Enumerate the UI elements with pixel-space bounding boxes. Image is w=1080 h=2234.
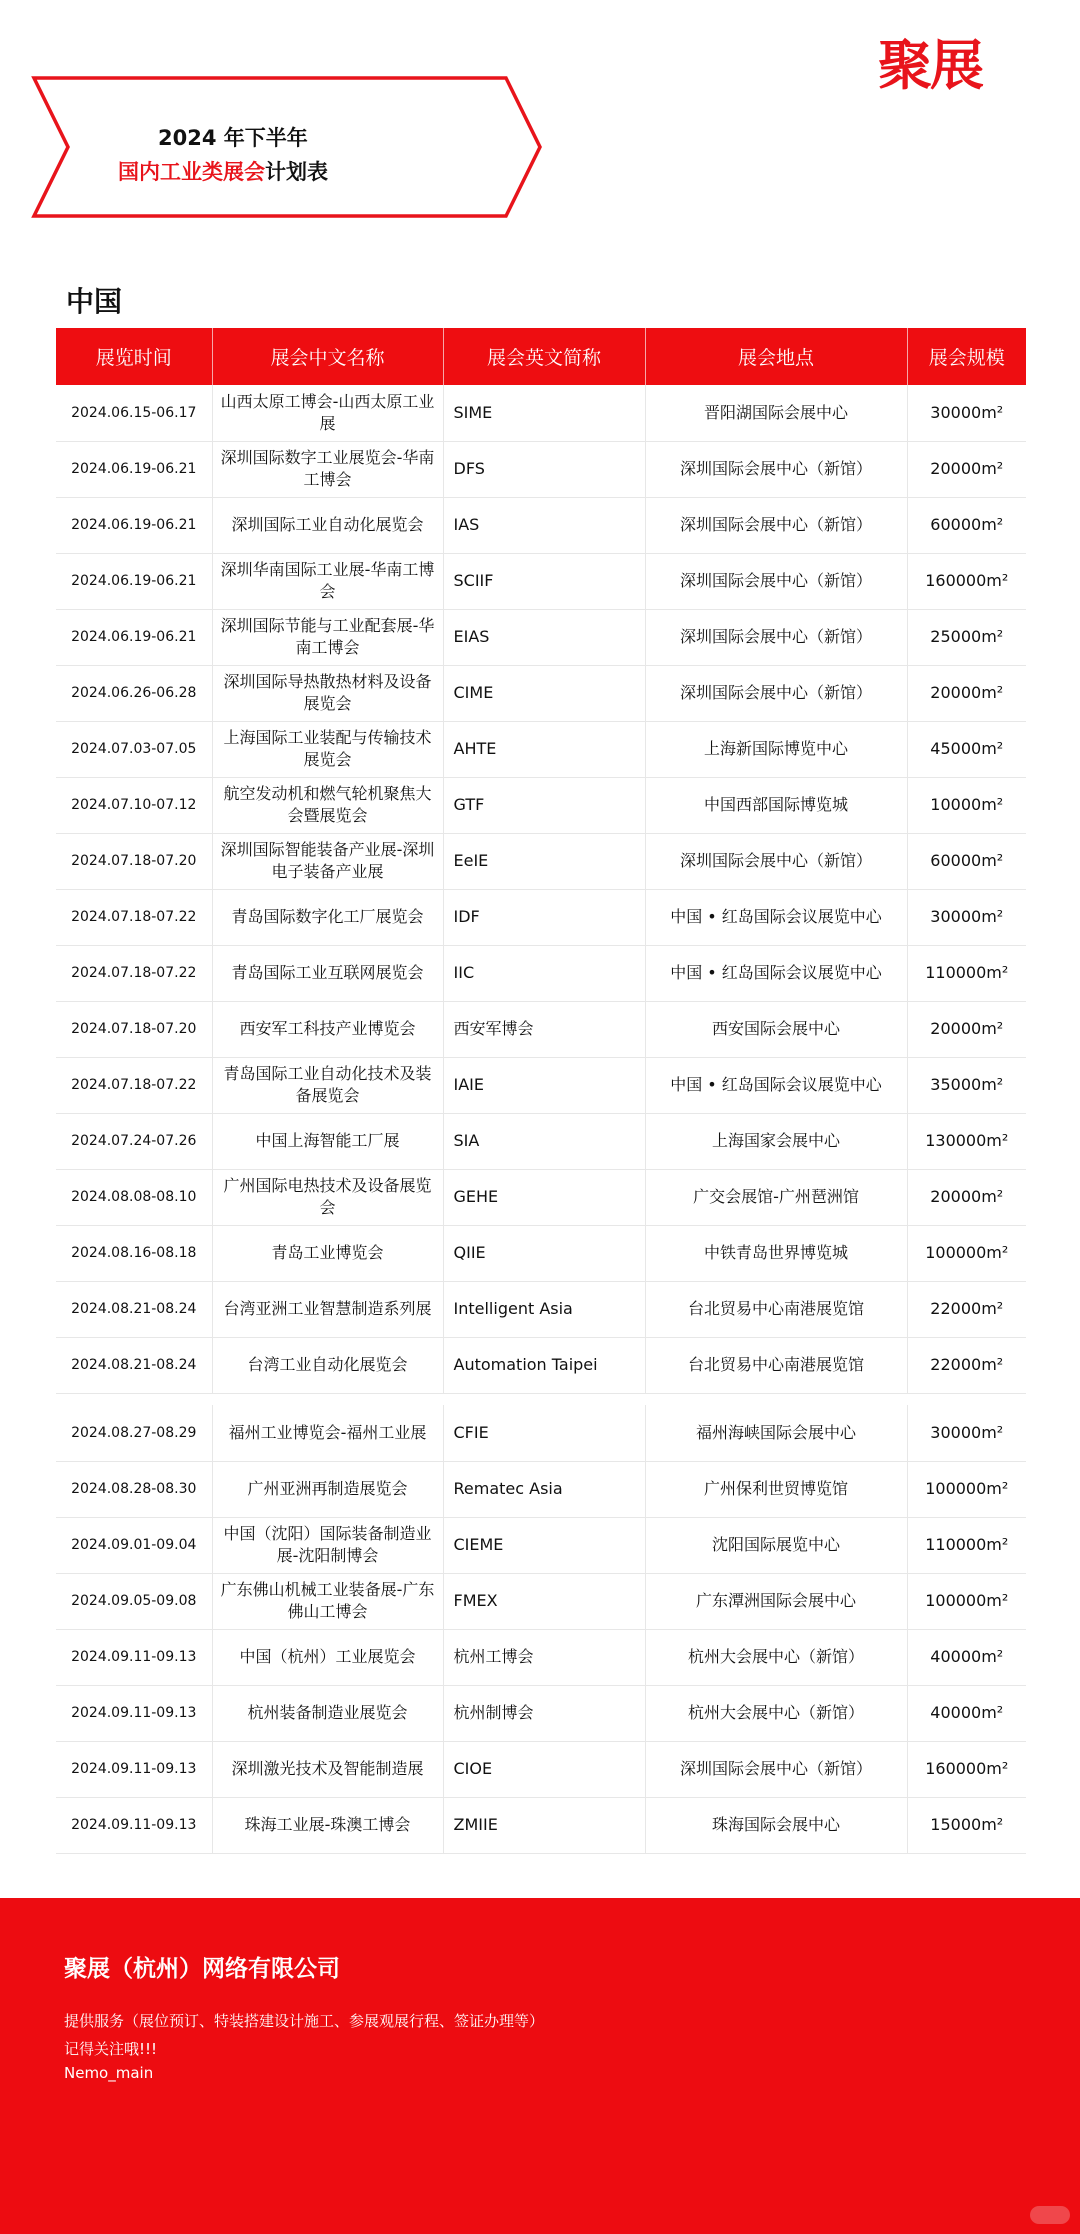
row-venue: 广东潭洲国际会展中心: [645, 1573, 907, 1629]
row-date: 2024.09.11-09.13: [56, 1685, 212, 1741]
row-size: 20000m²: [907, 665, 1026, 721]
row-size: 20000m²: [907, 1001, 1026, 1057]
row-cn-name: 珠海工业展-珠澳工博会: [212, 1797, 443, 1853]
banner-subtitle: [118, 156, 328, 186]
footer-company: 聚展（杭州）网络有限公司: [64, 1956, 340, 1982]
row-venue: 深圳国际会展中心（新馆）: [645, 665, 907, 721]
row-size: 30000m²: [907, 889, 1026, 945]
table-row: [56, 1281, 1026, 1337]
table-row: [56, 1405, 1026, 1461]
row-size: 20000m²: [907, 1169, 1026, 1225]
row-date: 2024.07.24-07.26: [56, 1113, 212, 1169]
row-cn-name: 青岛国际工业自动化技术及装备展览会: [212, 1057, 443, 1113]
table-row: [56, 1057, 1026, 1113]
row-en-name: EeIE: [443, 833, 645, 889]
row-venue: 广州保利世贸博览馆: [645, 1461, 907, 1517]
row-date: 2024.08.16-08.18: [56, 1225, 212, 1281]
row-en-name: QIIE: [443, 1225, 645, 1281]
row-cn-name: 福州工业博览会-福州工业展: [212, 1405, 443, 1461]
row-date: 2024.09.05-09.08: [56, 1573, 212, 1629]
row-date: 2024.08.21-08.24: [56, 1337, 212, 1393]
row-size: 30000m²: [907, 1405, 1026, 1461]
row-size: 25000m²: [907, 609, 1026, 665]
row-en-name: ZMIIE: [443, 1797, 645, 1853]
row-cn-name: 深圳国际工业自动化展览会: [212, 497, 443, 553]
row-date: 2024.07.18-07.20: [56, 1001, 212, 1057]
row-cn-name: 西安军工科技产业博览会: [212, 1001, 443, 1057]
row-en-name: 杭州工博会: [443, 1629, 645, 1685]
row-en-name: CIME: [443, 665, 645, 721]
row-en-name: GTF: [443, 777, 645, 833]
banner-year-text: 2024 年下半年: [158, 126, 308, 150]
exhibition-table: [56, 328, 1026, 1854]
row-cn-name: 台湾工业自动化展览会: [212, 1337, 443, 1393]
header-cn-name: 展会中文名称: [212, 328, 443, 385]
title-banner: [30, 74, 546, 220]
row-venue: 珠海国际会展中心: [645, 1797, 907, 1853]
row-cn-name: 深圳国际节能与工业配套展-华南工博会: [212, 609, 443, 665]
table-row: [56, 1517, 1026, 1573]
table-header-row: [56, 328, 1026, 385]
table-row: [56, 1797, 1026, 1853]
row-venue: 深圳国际会展中心（新馆）: [645, 609, 907, 665]
row-cn-name: 青岛国际工业互联网展览会: [212, 945, 443, 1001]
row-size: 40000m²: [907, 1685, 1026, 1741]
row-venue: 中铁青岛世界博览城: [645, 1225, 907, 1281]
row-date: 2024.08.21-08.24: [56, 1281, 212, 1337]
row-date: 2024.07.03-07.05: [56, 721, 212, 777]
table-gap-cell: [56, 1393, 1026, 1405]
row-venue: 中国西部国际博览城: [645, 777, 907, 833]
row-cn-name: 台湾亚洲工业智慧制造系列展: [212, 1281, 443, 1337]
table-row: [56, 1461, 1026, 1517]
row-date: 2024.06.15-06.17: [56, 385, 212, 441]
row-en-name: DFS: [443, 441, 645, 497]
row-en-name: 杭州制博会: [443, 1685, 645, 1741]
table-row: [56, 833, 1026, 889]
row-en-name: CIEME: [443, 1517, 645, 1573]
row-size: 100000m²: [907, 1461, 1026, 1517]
table-row: [56, 1001, 1026, 1057]
row-cn-name: 航空发动机和燃气轮机聚焦大会暨展览会: [212, 777, 443, 833]
row-venue: 中国 • 红岛国际会议展览中心: [645, 945, 907, 1001]
row-date: 2024.08.28-08.30: [56, 1461, 212, 1517]
row-venue: 晋阳湖国际会展中心: [645, 385, 907, 441]
row-date: 2024.07.18-07.22: [56, 945, 212, 1001]
table-row: [56, 945, 1026, 1001]
row-en-name: GEHE: [443, 1169, 645, 1225]
table-row: [56, 1169, 1026, 1225]
watermark-badge: [1030, 2206, 1070, 2224]
row-date: 2024.06.19-06.21: [56, 609, 212, 665]
table-row: [56, 721, 1026, 777]
row-size: 40000m²: [907, 1629, 1026, 1685]
section-title: 中国: [66, 285, 123, 318]
table-row: [56, 553, 1026, 609]
row-date: 2024.07.18-07.22: [56, 889, 212, 945]
row-venue: 深圳国际会展中心（新馆）: [645, 441, 907, 497]
row-size: 35000m²: [907, 1057, 1026, 1113]
row-venue: 深圳国际会展中心（新馆）: [645, 553, 907, 609]
row-venue: 中国 • 红岛国际会议展览中心: [645, 1057, 907, 1113]
row-cn-name: 中国（杭州）工业展览会: [212, 1629, 443, 1685]
row-size: 15000m²: [907, 1797, 1026, 1853]
row-size: 110000m²: [907, 945, 1026, 1001]
row-en-name: FMEX: [443, 1573, 645, 1629]
header-date: 展览时间: [56, 328, 212, 385]
row-en-name: AHTE: [443, 721, 645, 777]
table-row: [56, 1573, 1026, 1629]
row-cn-name: 山西太原工博会-山西太原工业展: [212, 385, 443, 441]
row-cn-name: 深圳国际导热散热材料及设备展览会: [212, 665, 443, 721]
table-row: [56, 889, 1026, 945]
row-cn-name: 青岛国际数字化工厂展览会: [212, 889, 443, 945]
table-row: [56, 497, 1026, 553]
table-row: [56, 1225, 1026, 1281]
row-date: 2024.09.11-09.13: [56, 1741, 212, 1797]
row-size: 100000m²: [907, 1225, 1026, 1281]
row-venue: 深圳国际会展中心（新馆）: [645, 833, 907, 889]
table-row: [56, 1337, 1026, 1393]
row-venue: 杭州大会展中心（新馆）: [645, 1685, 907, 1741]
row-size: 100000m²: [907, 1573, 1026, 1629]
row-en-name: IAS: [443, 497, 645, 553]
row-venue: 福州海峡国际会展中心: [645, 1405, 907, 1461]
row-cn-name: 深圳国际智能装备产业展-深圳电子装备产业展: [212, 833, 443, 889]
row-en-name: SCIIF: [443, 553, 645, 609]
row-size: 160000m²: [907, 1741, 1026, 1797]
row-venue: 上海新国际博览中心: [645, 721, 907, 777]
row-en-name: IAIE: [443, 1057, 645, 1113]
row-size: 10000m²: [907, 777, 1026, 833]
row-size: 45000m²: [907, 721, 1026, 777]
row-venue: 台北贸易中心南港展览馆: [645, 1281, 907, 1337]
row-date: 2024.09.11-09.13: [56, 1629, 212, 1685]
row-en-name: Rematec Asia: [443, 1461, 645, 1517]
row-venue: 西安国际会展中心: [645, 1001, 907, 1057]
table-row: [56, 609, 1026, 665]
row-venue: 沈阳国际展览中心: [645, 1517, 907, 1573]
row-venue: 杭州大会展中心（新馆）: [645, 1629, 907, 1685]
row-en-name: EIAS: [443, 609, 645, 665]
table-row: [56, 777, 1026, 833]
row-size: 60000m²: [907, 497, 1026, 553]
header-venue: 展会地点: [645, 328, 907, 385]
table-row: [56, 1113, 1026, 1169]
row-en-name: SIA: [443, 1113, 645, 1169]
row-size: 22000m²: [907, 1337, 1026, 1393]
row-date: 2024.09.11-09.13: [56, 1797, 212, 1853]
table-row: [56, 1629, 1026, 1685]
row-cn-name: 广州亚洲再制造展览会: [212, 1461, 443, 1517]
footer-services: 提供服务（展位预订、特装搭建设计施工、参展观展行程、签证办理等）: [64, 2012, 545, 2030]
row-cn-name: 广州国际电热技术及设备展览会: [212, 1169, 443, 1225]
row-size: 60000m²: [907, 833, 1026, 889]
row-date: 2024.06.19-06.21: [56, 553, 212, 609]
table-row: [56, 441, 1026, 497]
footer-handle: Nemo_main: [64, 2064, 154, 2082]
row-venue: 深圳国际会展中心（新馆）: [645, 1741, 907, 1797]
row-en-name: SIME: [443, 385, 645, 441]
row-en-name: CIOE: [443, 1741, 645, 1797]
row-size: 130000m²: [907, 1113, 1026, 1169]
row-cn-name: 杭州装备制造业展览会: [212, 1685, 443, 1741]
exhibition-table-container: [56, 328, 1026, 1854]
row-en-name: IIC: [443, 945, 645, 1001]
footer: [0, 1898, 1080, 2234]
row-date: 2024.06.19-06.21: [56, 497, 212, 553]
table-row: [56, 665, 1026, 721]
table-row: [56, 1741, 1026, 1797]
row-date: 2024.07.18-07.22: [56, 1057, 212, 1113]
row-date: 2024.06.19-06.21: [56, 441, 212, 497]
row-en-name: IDF: [443, 889, 645, 945]
row-en-name: Intelligent Asia: [443, 1281, 645, 1337]
row-size: 110000m²: [907, 1517, 1026, 1573]
brand-logo: 聚展: [878, 34, 982, 97]
row-en-name: 西安军博会: [443, 1001, 645, 1057]
row-cn-name: 深圳国际数字工业展览会-华南工博会: [212, 441, 443, 497]
row-venue: 广交会展馆-广州琶洲馆: [645, 1169, 907, 1225]
row-size: 160000m²: [907, 553, 1026, 609]
row-cn-name: 中国上海智能工厂展: [212, 1113, 443, 1169]
row-date: 2024.08.27-08.29: [56, 1405, 212, 1461]
row-en-name: Automation Taipei: [443, 1337, 645, 1393]
row-cn-name: 上海国际工业装配与传输技术展览会: [212, 721, 443, 777]
row-date: 2024.06.26-06.28: [56, 665, 212, 721]
row-date: 2024.09.01-09.04: [56, 1517, 212, 1573]
row-size: 30000m²: [907, 385, 1026, 441]
row-size: 20000m²: [907, 441, 1026, 497]
table-gap: [56, 1393, 1026, 1405]
row-cn-name: 深圳激光技术及智能制造展: [212, 1741, 443, 1797]
row-cn-name: 青岛工业博览会: [212, 1225, 443, 1281]
header-en-name: 展会英文简称: [443, 328, 645, 385]
banner-subtitle-red: 国内工业类展会: [118, 160, 265, 184]
row-date: 2024.08.08-08.10: [56, 1169, 212, 1225]
row-cn-name: 广东佛山机械工业装备展-广东佛山工博会: [212, 1573, 443, 1629]
row-venue: 中国 • 红岛国际会议展览中心: [645, 889, 907, 945]
row-venue: 深圳国际会展中心（新馆）: [645, 497, 907, 553]
row-venue: 上海国家会展中心: [645, 1113, 907, 1169]
row-date: 2024.07.18-07.20: [56, 833, 212, 889]
table-row: [56, 1685, 1026, 1741]
table-row: [56, 385, 1026, 441]
row-size: 22000m²: [907, 1281, 1026, 1337]
footer-reminder: 记得关注哦!!!: [64, 2040, 158, 2058]
header-size: 展会规模: [907, 328, 1026, 385]
row-date: 2024.07.10-07.12: [56, 777, 212, 833]
row-en-name: CFIE: [443, 1405, 645, 1461]
row-venue: 台北贸易中心南港展览馆: [645, 1337, 907, 1393]
row-cn-name: 中国（沈阳）国际装备制造业展-沈阳制博会: [212, 1517, 443, 1573]
banner-subtitle-black: 计划表: [265, 160, 328, 184]
row-cn-name: 深圳华南国际工业展-华南工博会: [212, 553, 443, 609]
